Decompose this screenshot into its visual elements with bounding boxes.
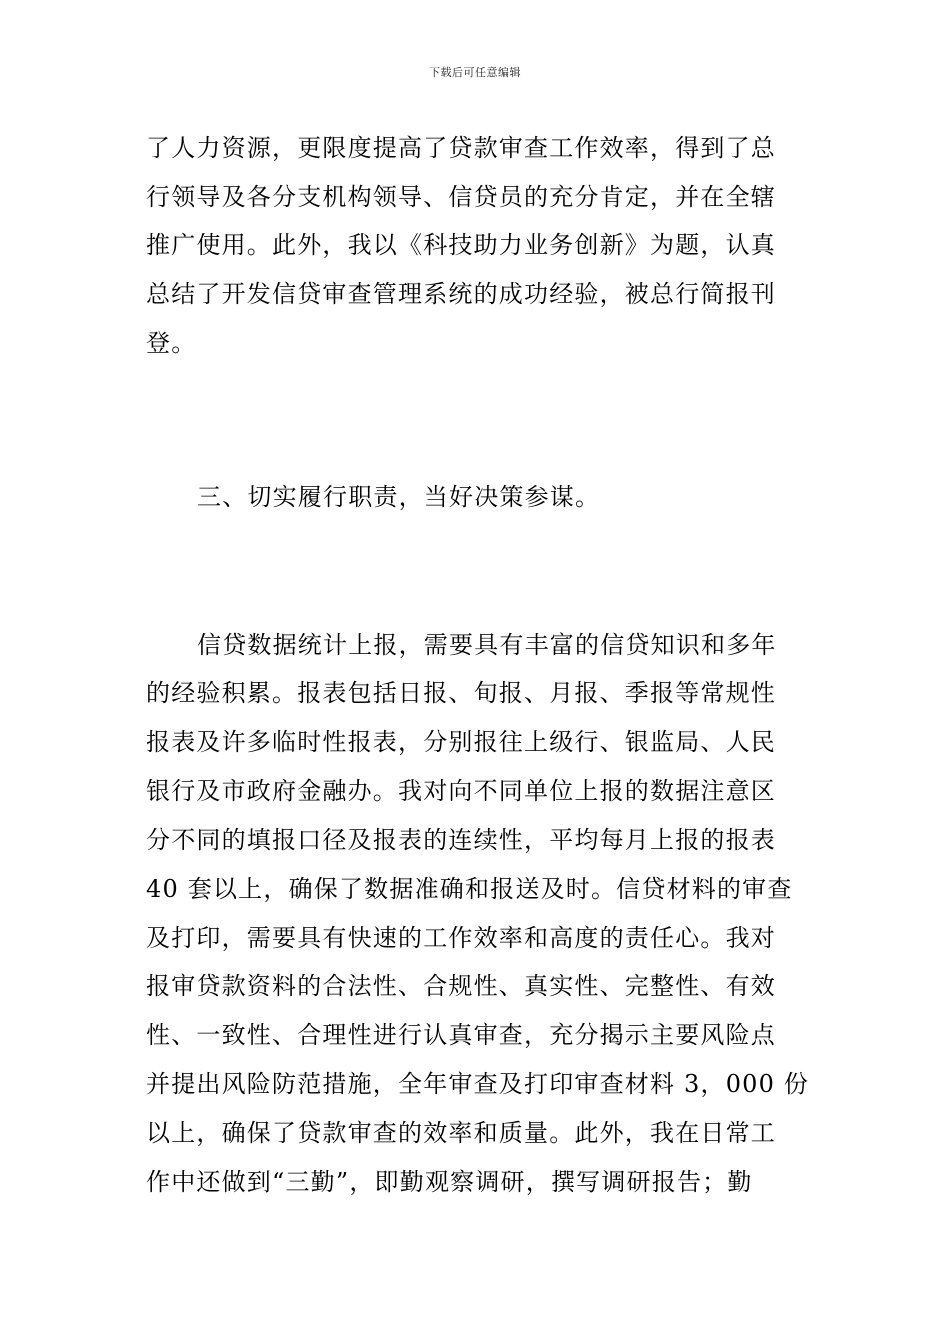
body-text-line: 银行及市政府金融办。我对向不同单位上报的数据注意区 xyxy=(146,777,776,805)
body-text-line: 推广使用。此外，我以《科技助力业务创新》为题，认真 xyxy=(146,231,776,259)
body-text-line: 登。 xyxy=(146,329,197,357)
page-header: 下载后可任意编辑 xyxy=(429,66,521,79)
body-text-line: 并提出风险防范措施，全年审查及打印审查材料 3，000 份 xyxy=(146,1070,810,1098)
body-text-line: 报审贷款资料的合法性、合规性、真实性、完整性、有效 xyxy=(146,972,776,1000)
body-text-line: 总结了开发信贷审查管理系统的成功经验，被总行简报刊 xyxy=(146,280,776,308)
body-text-line: 及打印，需要具有快速的工作效率和高度的责任心。我对 xyxy=(146,924,776,952)
paragraph-first-line: 信贷数据统计上报，需要具有丰富的信贷知识和多年 xyxy=(197,631,777,659)
body-text-line: 作中还做到“三勤”，即勤观察调研，撰写调研报告；勤 xyxy=(146,1168,753,1196)
body-text-line: 了人力资源，更限度提高了贷款审查工作效率，得到了总 xyxy=(146,134,776,162)
body-text-line: 报表及许多临时性报表，分别报往上级行、银监局、人民 xyxy=(146,728,776,756)
body-text-line: 40 套以上，确保了数据准确和报送及时。信贷材料的审查 xyxy=(146,875,793,903)
body-text-line: 以上，确保了贷款审查的效率和质量。此外，我在日常工 xyxy=(146,1119,776,1147)
body-text-line: 性、一致性、合理性进行认真审查，充分揭示主要风险点 xyxy=(146,1021,776,1049)
body-text-line: 的经验积累。报表包括日报、旬报、月报、季报等常规性 xyxy=(146,679,776,707)
body-text-line: 分不同的填报口径及报表的连续性，平均每月上报的报表 xyxy=(146,826,776,854)
section-heading: 三、切实履行职责，当好决策参谋。 xyxy=(197,483,601,511)
body-text-line: 行领导及各分支机构领导、信贷员的充分肯定，并在全辖 xyxy=(146,183,776,211)
